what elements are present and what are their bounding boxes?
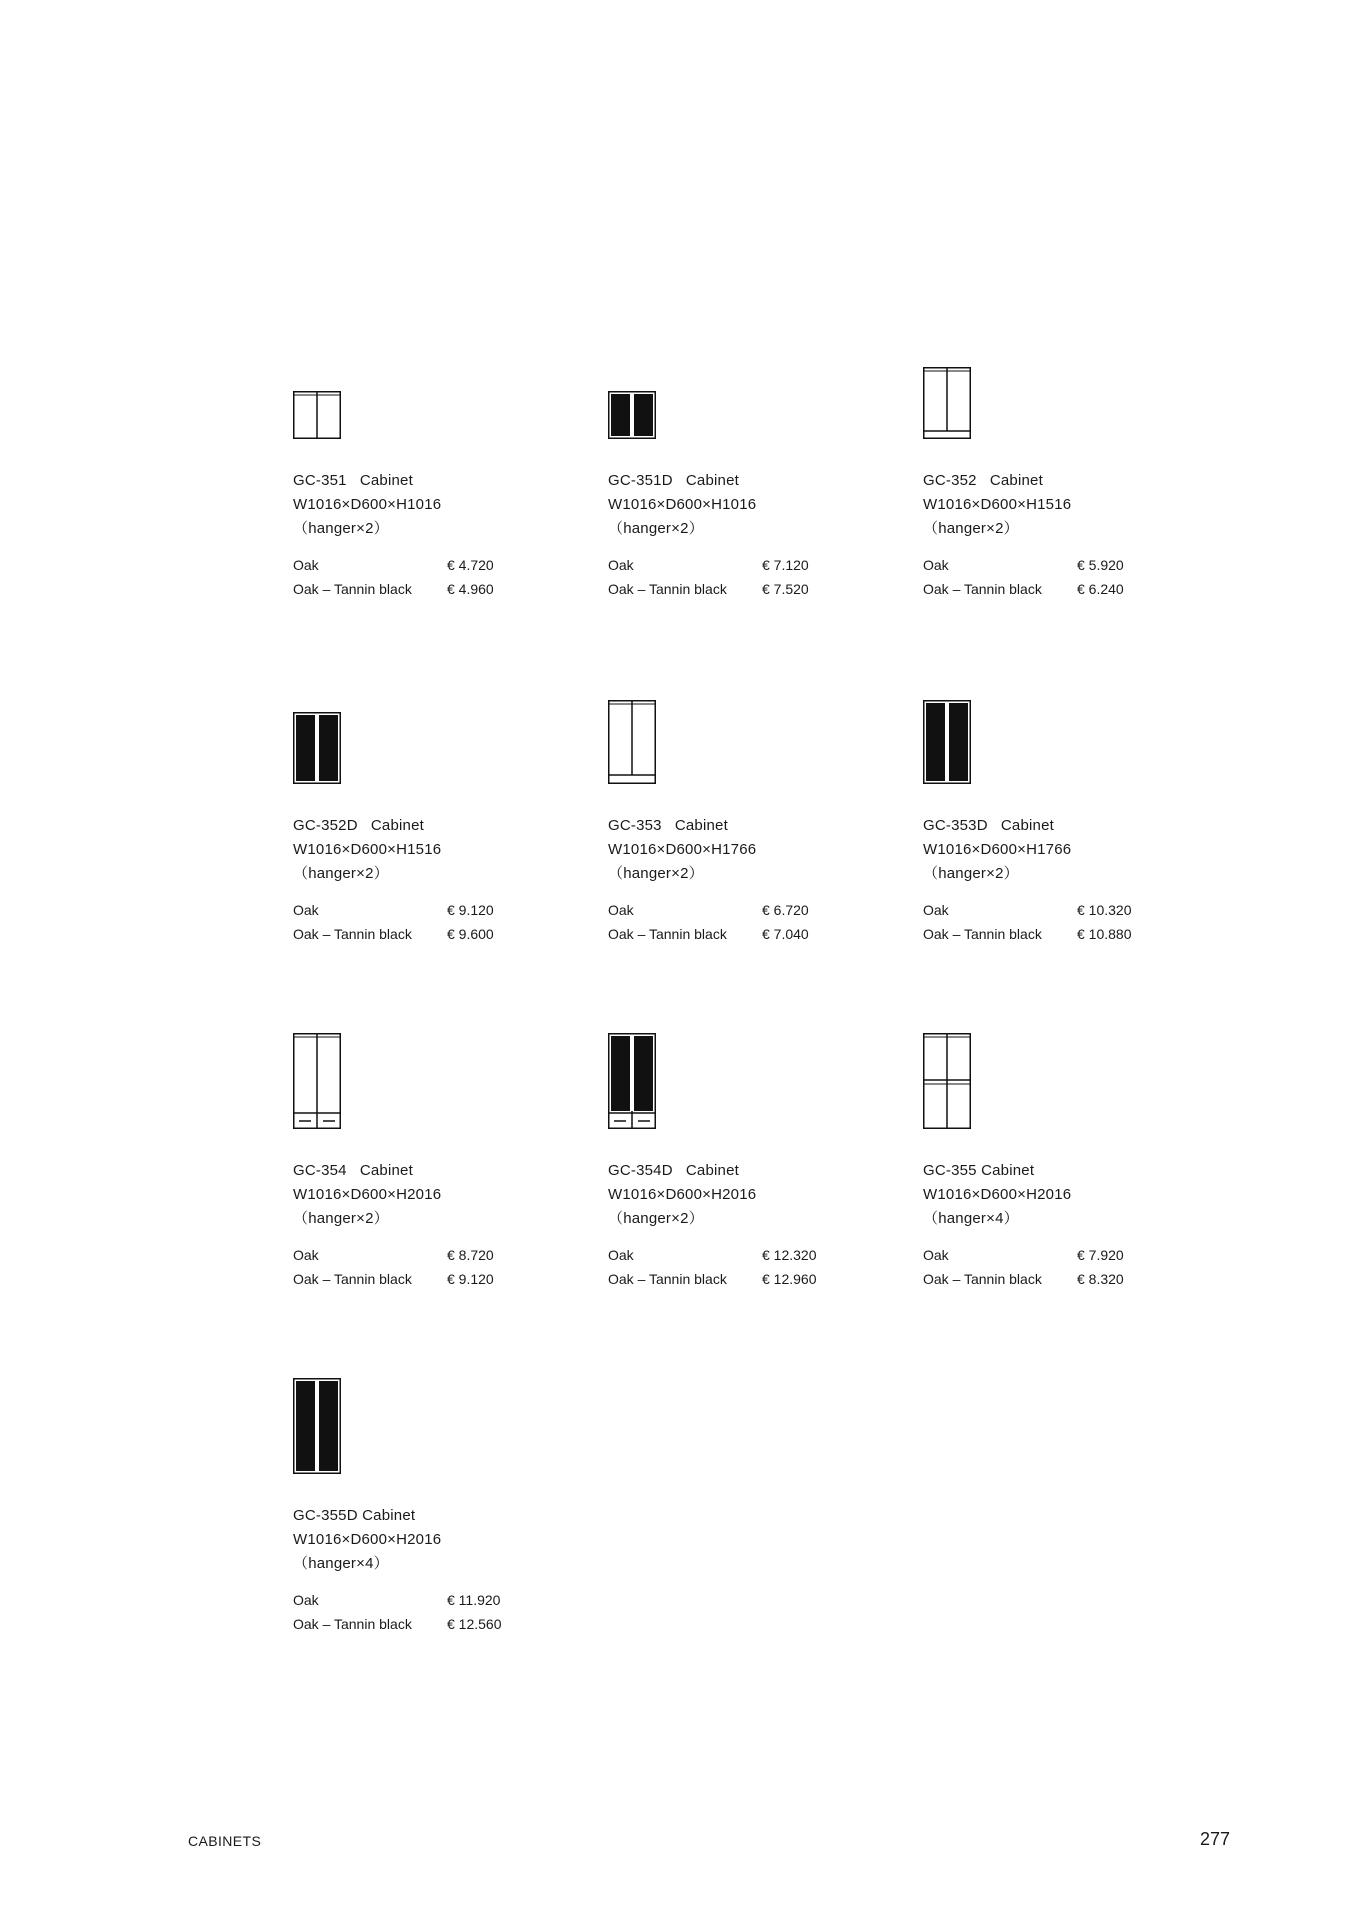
cabinet-dark-medium-icon [293,712,341,784]
price-row [608,898,888,922]
product-type: Cabinet [685,1162,739,1179]
product-dimensions: W1016×D600×H2016 [608,1186,757,1203]
finish-name: Oak [608,1247,634,1263]
product-hanger: （hanger×2） [608,1210,704,1227]
price-list [608,1243,888,1291]
product-code: GC-351D [608,472,673,489]
price-list [608,553,888,601]
price-row [608,922,888,946]
product-type: Cabinet [981,1162,1035,1179]
price-row [923,1267,1203,1291]
price-row [923,577,1203,601]
cabinet-open-stacked-icon [923,1033,971,1129]
product-title [608,814,888,838]
product-title [923,469,1203,493]
product-type: Cabinet [1000,817,1054,834]
finish-name: Oak [293,1247,319,1263]
product-title [293,469,573,493]
product-type: Cabinet [370,817,424,834]
price-row [923,922,1203,946]
page-number: 277 [1200,1829,1231,1849]
price-list [608,898,888,946]
price-row [923,1243,1203,1267]
product-type: Cabinet [362,1507,416,1524]
product-dimensions: W1016×D600×H1766 [923,841,1072,858]
finish-name: Oak – Tannin black [923,581,1042,597]
product-code: GC-353D [923,817,988,834]
price-row [608,1267,888,1291]
cabinet-open-short-icon [293,391,341,439]
product-hanger: （hanger×2） [608,865,704,882]
product-hanger: （hanger×2） [293,865,389,882]
price-list [293,553,573,601]
price-row [608,1243,888,1267]
product-title [608,469,888,493]
product-item [293,814,573,946]
price-value: € 9.120 [447,1271,494,1287]
price-value: € 7.040 [762,926,809,942]
product-dimensions: W1016×D600×H1516 [293,841,442,858]
finish-name: Oak [293,557,319,573]
price-list [923,553,1203,601]
product-hanger: （hanger×2） [608,520,704,537]
finish-name: Oak – Tannin black [293,1271,412,1287]
finish-name: Oak – Tannin black [293,926,412,942]
product-title [293,814,573,838]
finish-name: Oak [923,1247,949,1263]
product-title [293,1159,573,1183]
finish-name: Oak [293,902,319,918]
price-list [923,898,1203,946]
product-item [923,1159,1203,1291]
finish-name: Oak [923,902,949,918]
product-hanger: （hanger×4） [293,1555,389,1572]
product-hanger: （hanger×4） [923,1210,1019,1227]
product-dimensions: W1016×D600×H2016 [293,1531,442,1548]
product-code: GC-353 [608,817,662,834]
price-value: € 6.720 [762,902,809,918]
price-value: € 7.120 [762,557,809,573]
price-row [293,1612,573,1636]
product-dimensions: W1016×D600×H1016 [608,496,757,513]
product-code: GC-352D [293,817,358,834]
price-value: € 10.880 [1077,926,1132,942]
price-row [608,577,888,601]
product-type: Cabinet [989,472,1043,489]
cabinet-dark-drawers-icon [608,1033,656,1129]
finish-name: Oak – Tannin black [608,926,727,942]
finish-name: Oak [608,557,634,573]
cabinet-open-medium-icon [923,367,971,439]
product-item [608,814,888,946]
price-value: € 4.960 [447,581,494,597]
product-hanger: （hanger×2） [923,520,1019,537]
price-value: € 9.120 [447,902,494,918]
price-value: € 7.920 [1077,1247,1124,1263]
finish-name: Oak – Tannin black [923,1271,1042,1287]
product-title [923,1159,1203,1183]
product-item [608,469,888,601]
price-row [293,577,573,601]
price-value: € 9.600 [447,926,494,942]
product-title [608,1159,888,1183]
price-value: € 8.320 [1077,1271,1124,1287]
price-row [608,553,888,577]
product-hanger: （hanger×2） [293,520,389,537]
product-type: Cabinet [359,1162,413,1179]
finish-name: Oak – Tannin black [293,581,412,597]
cabinet-dark-stacked-icon [293,1378,341,1474]
price-row [293,922,573,946]
price-value: € 10.320 [1077,902,1132,918]
price-value: € 8.720 [447,1247,494,1263]
product-type: Cabinet [685,472,739,489]
product-code: GC-355D [293,1507,358,1524]
price-row [293,1243,573,1267]
product-item [293,1159,573,1291]
cabinet-open-drawers-icon [293,1033,341,1129]
cabinet-dark-short-icon [608,391,656,439]
product-code: GC-354D [608,1162,673,1179]
product-code: GC-355 [923,1162,977,1179]
price-value: € 11.920 [447,1592,501,1608]
product-dimensions: W1016×D600×H2016 [923,1186,1072,1203]
product-code: GC-352 [923,472,977,489]
product-code: GC-351 [293,472,347,489]
finish-name: Oak – Tannin black [923,926,1042,942]
product-dimensions: W1016×D600×H1766 [608,841,757,858]
cabinet-open-tall-icon [608,700,656,784]
finish-name: Oak [923,557,949,573]
product-dimensions: W1016×D600×H1516 [923,496,1072,513]
price-value: € 12.560 [447,1616,502,1632]
product-hanger: （hanger×2） [923,865,1019,882]
price-list [923,1243,1203,1291]
price-row [293,1588,573,1612]
price-row [293,1267,573,1291]
product-title [923,814,1203,838]
price-value: € 4.720 [447,557,494,573]
price-row [923,898,1203,922]
product-item [293,1504,573,1636]
finish-name: Oak [293,1592,319,1608]
product-code: GC-354 [293,1162,347,1179]
price-value: € 12.320 [762,1247,817,1263]
product-item [923,814,1203,946]
product-item [923,469,1203,601]
product-type: Cabinet [359,472,413,489]
section-label: CABINETS [188,1833,262,1849]
product-dimensions: W1016×D600×H1016 [293,496,442,513]
price-row [923,553,1203,577]
product-dimensions: W1016×D600×H2016 [293,1186,442,1203]
price-value: € 12.960 [762,1271,817,1287]
product-type: Cabinet [674,817,728,834]
finish-name: Oak [608,902,634,918]
finish-name: Oak – Tannin black [293,1616,412,1632]
product-item [293,469,573,601]
price-value: € 6.240 [1077,581,1124,597]
price-row [293,898,573,922]
price-row [293,553,573,577]
price-list [293,1243,573,1291]
cabinet-dark-tall-icon [923,700,971,784]
price-value: € 5.920 [1077,557,1124,573]
price-list [293,898,573,946]
finish-name: Oak – Tannin black [608,581,727,597]
price-list [293,1588,573,1636]
product-title [293,1504,573,1528]
product-hanger: （hanger×2） [293,1210,389,1227]
finish-name: Oak – Tannin black [608,1271,727,1287]
product-item [608,1159,888,1291]
price-value: € 7.520 [762,581,809,597]
